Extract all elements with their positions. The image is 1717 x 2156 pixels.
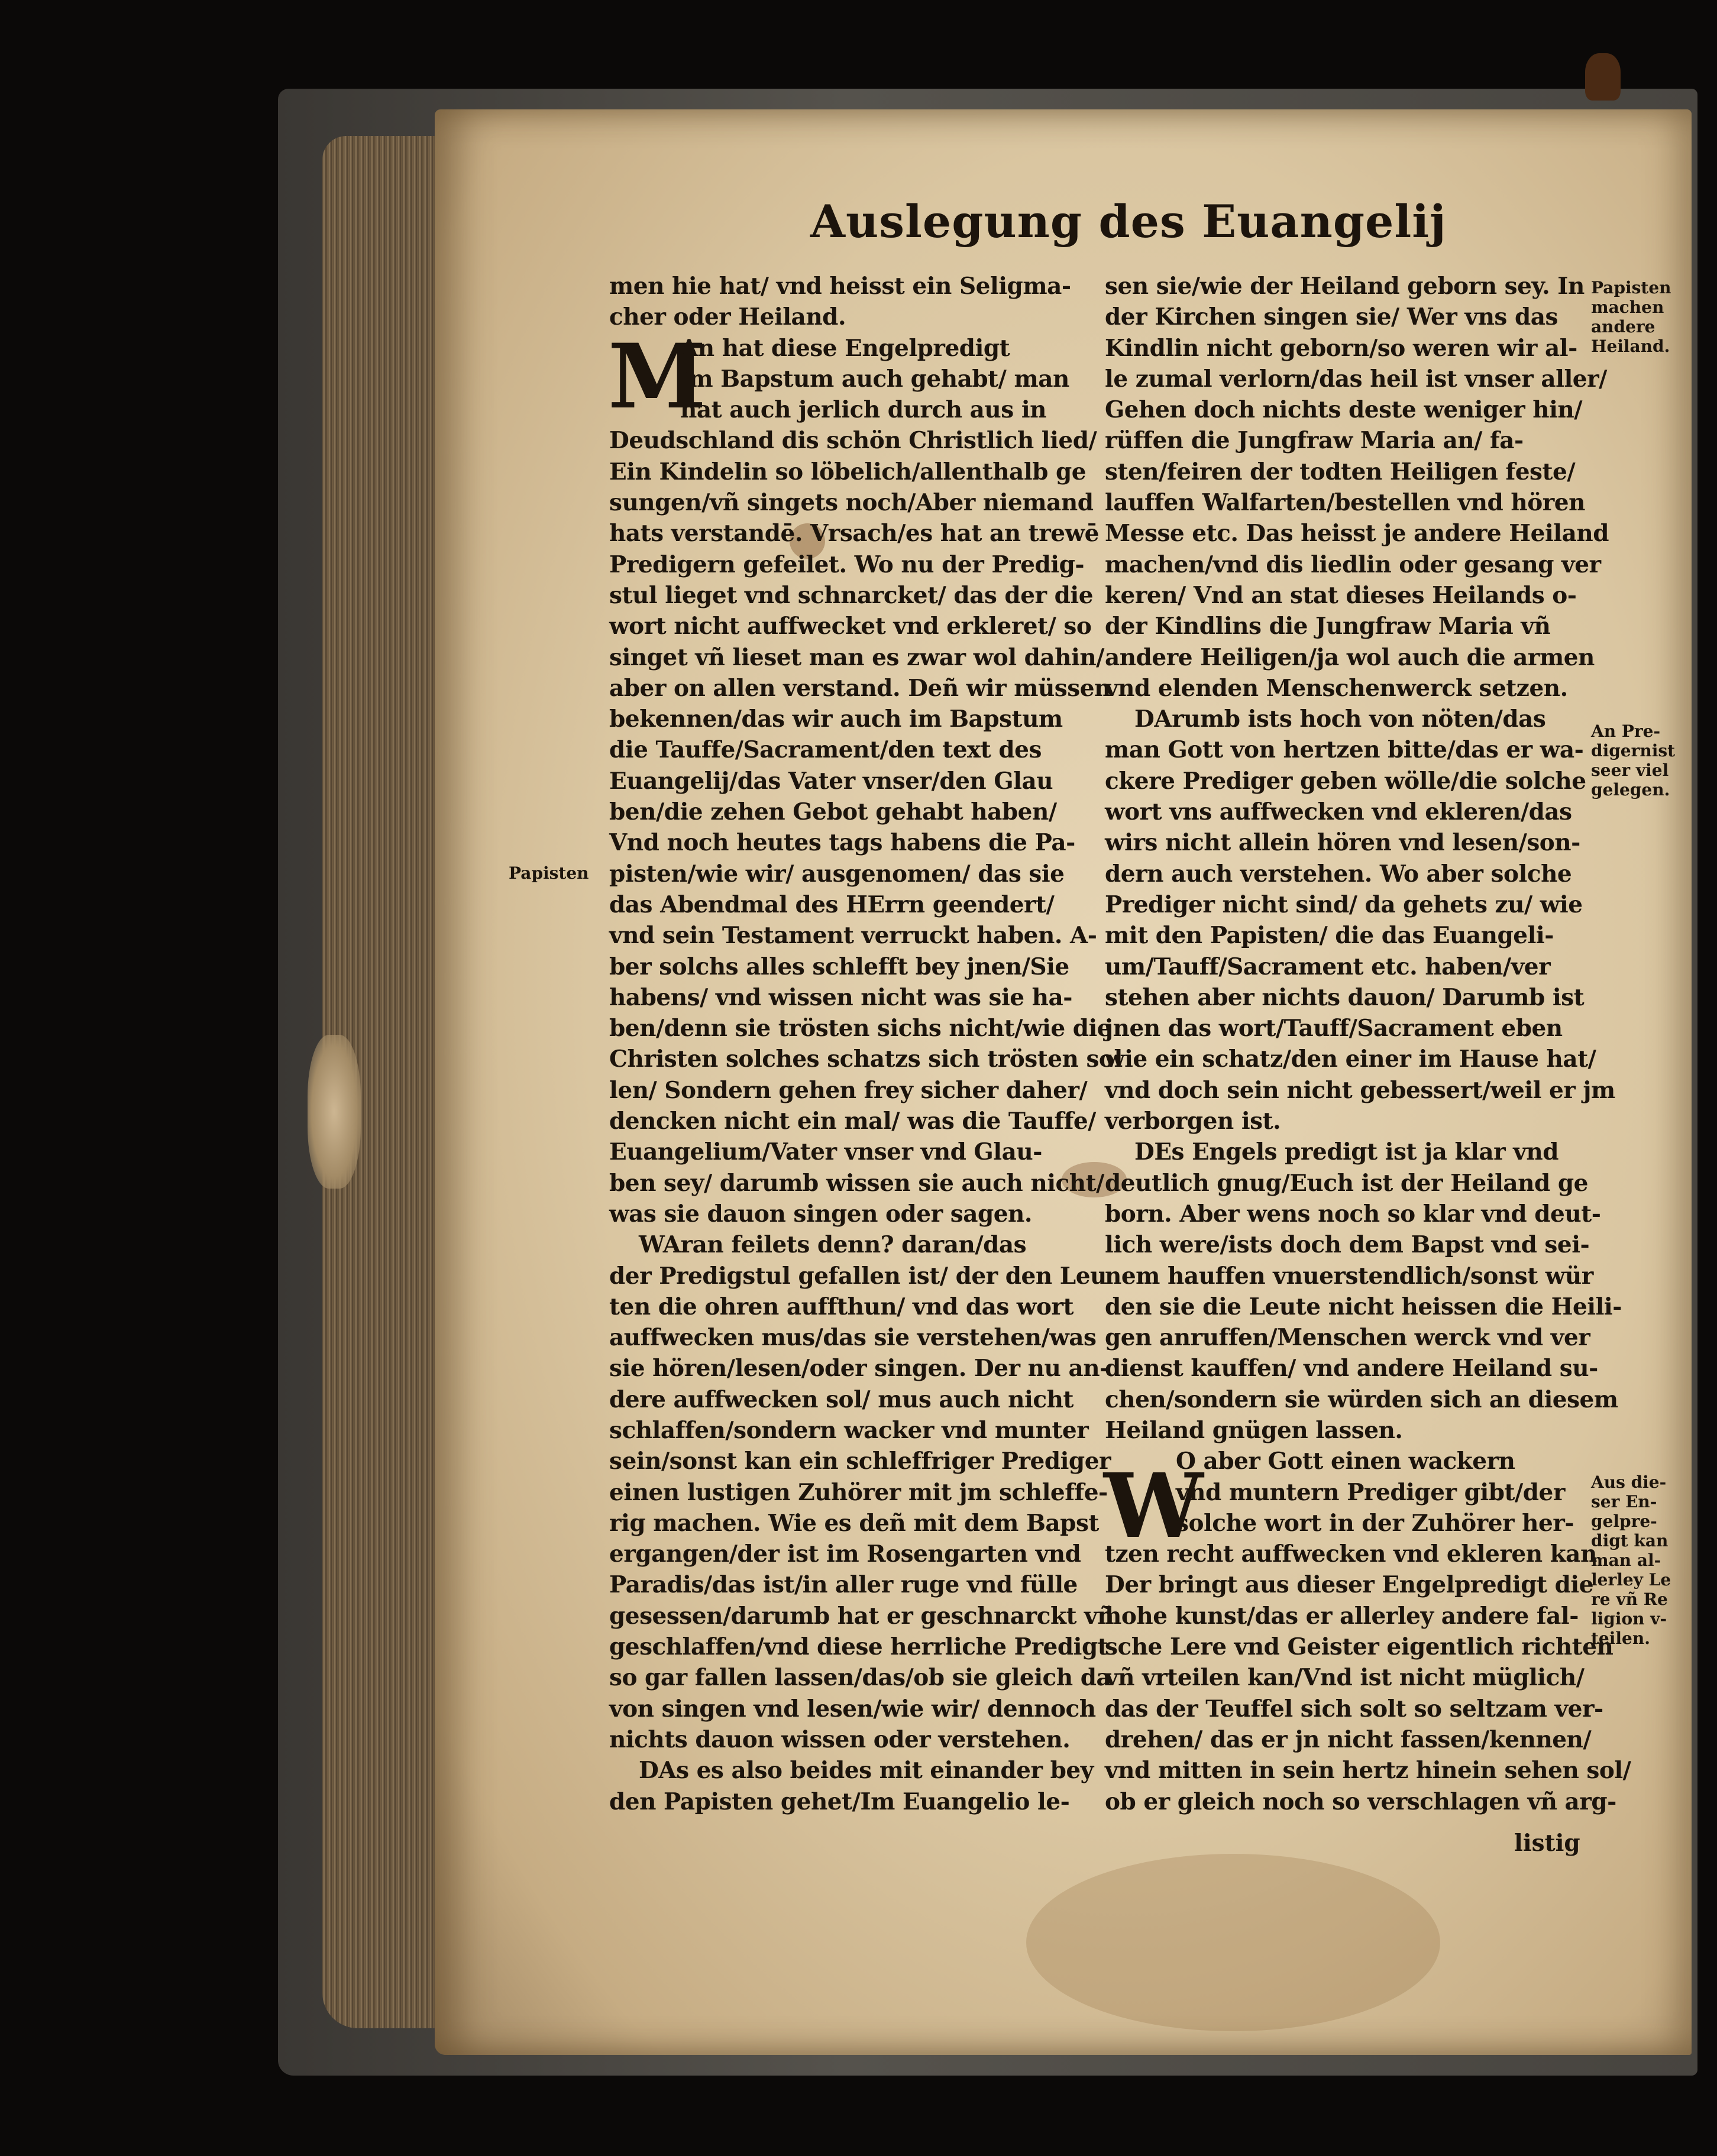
text-line: ergangen/der ist im Rosengarten vnd	[609, 1540, 1081, 1568]
text-line: auffwecken mus/das sie verstehen/was	[609, 1324, 1097, 1352]
text-line: singet vñ lieset man es zwar wol dahin/	[609, 643, 1104, 671]
text-line: lauffen Walfarten/bestellen vnd hören	[1105, 489, 1585, 517]
text-line: machen/vnd dis liedlin oder gesang ver	[1105, 551, 1601, 578]
margin-note-line: seer viel	[1591, 760, 1669, 780]
margin-note-line: digernist	[1591, 741, 1676, 760]
text-line: ckere Prediger geben wölle/die solche	[1105, 767, 1586, 795]
text-line: drehen/ das er jn nicht fassen/kennen/	[1105, 1726, 1592, 1753]
running-head: Auslegung des Euangelij	[810, 195, 1447, 248]
text-line: Vnd noch heutes tags habens die Pa-	[609, 829, 1075, 857]
text-line: pisten/wie wir/ ausgenomen/ das sie	[609, 860, 1065, 888]
margin-note-line: An Pre-	[1591, 721, 1661, 741]
text-line: O aber Gott einen wackern	[1176, 1448, 1515, 1475]
text-line: dere auffwecken sol/ mus auch nicht	[609, 1385, 1073, 1413]
text-line: so gar fallen lassen/das/ob sie gleich da	[609, 1664, 1111, 1692]
text-line: Euangelij/das Vater vnser/den Glau	[609, 767, 1053, 795]
text-line: ben sey/ darumb wissen sie auch nicht/	[609, 1169, 1104, 1197]
margin-note-line: lerley Le	[1591, 1570, 1671, 1590]
text-line: sie hören/lesen/oder singen. Der nu an-	[609, 1355, 1109, 1383]
text-line: solche wort in der Zuhörer her-	[1176, 1509, 1574, 1537]
text-line: dern auch verstehen. Wo aber solche	[1105, 860, 1572, 888]
text-line: le zumal verlorn/das heil ist vnser aller/	[1105, 365, 1607, 393]
text-line: sten/feiren der todten Heiligen feste/	[1105, 458, 1576, 485]
text-line: born. Aber wens noch so klar vnd deut-	[1105, 1200, 1601, 1228]
text-line: Predigern gefeilet. Wo nu der Predig-	[609, 551, 1085, 578]
text-line: geschlaffen/vnd diese herrliche Predigt	[609, 1633, 1108, 1661]
text-line: WAran feilets denn? daran/das	[639, 1231, 1027, 1259]
text-line: das Abendmal des HErrn geendert/	[609, 891, 1055, 918]
text-line: Der bringt aus dieser Engelpredigt die	[1105, 1571, 1594, 1599]
text-line: Heiland gnügen lassen.	[1105, 1416, 1403, 1444]
text-line: das der Teuffel sich solt so seltzam ver-	[1105, 1695, 1603, 1723]
text-line: gen anruffen/Menschen werck vnd ver	[1105, 1324, 1590, 1352]
text-line: vnd mitten in sein hertz hinein sehen sol/	[1105, 1757, 1631, 1785]
text-line: sen sie/wie der Heiland geborn sey. In	[1105, 273, 1585, 300]
text-line: ten die ohren auffthun/ vnd das wort	[609, 1293, 1074, 1320]
drop-initial: M	[608, 325, 707, 429]
text-line: wie ein schatz/den einer im Hause hat/	[1105, 1045, 1596, 1073]
text-line: dienst kauffen/ vnd andere Heiland su-	[1105, 1355, 1598, 1383]
text-line: Ein Kindelin so löbelich/allenthalb ge	[609, 458, 1087, 485]
text-line: gesessen/darumb hat er geschnarckt vñ	[609, 1602, 1114, 1630]
text-line: habens/ vnd wissen nicht was sie ha-	[609, 983, 1072, 1011]
text-line: von singen vnd lesen/wie wir/ dennoch	[609, 1695, 1096, 1723]
text-line: sungen/vñ singets noch/Aber niemand	[609, 489, 1094, 517]
text-line: DArumb ists hoch von nöten/das	[1134, 705, 1546, 733]
text-line: stul lieget vnd schnarcket/ das der die	[609, 581, 1094, 609]
text-line: den sie die Leute nicht heissen die Heili-	[1105, 1293, 1622, 1320]
text-line: vnd muntern Prediger gibt/der	[1176, 1478, 1565, 1506]
text-line: Messe etc. Das heisst je andere Heiland	[1105, 520, 1609, 548]
text-line: die Tauffe/Sacrament/den text des	[609, 736, 1042, 764]
text-line: DAs es also beides mit einander bey	[639, 1757, 1094, 1785]
text-line: men hie hat/ vnd heisst ein Seligma-	[609, 273, 1071, 300]
margin-note-line: Papisten	[1591, 278, 1671, 297]
catchword: listig	[1514, 1830, 1580, 1857]
text-line: hats verstandē. Vrsach/es hat an trewē	[609, 520, 1099, 548]
text-line: aber on allen verstand. Deñ wir müssen	[609, 674, 1111, 702]
text-line: Gehen doch nichts deste weniger hin/	[1105, 396, 1582, 424]
text-line: An hat diese Engelpredigt	[680, 334, 1010, 362]
text-line: den Papisten gehet/Im Euangelio le-	[609, 1788, 1070, 1815]
text-line: nichts dauon wissen oder verstehen.	[609, 1726, 1071, 1753]
text-line: schlaffen/sondern wacker vnd munter	[609, 1416, 1089, 1444]
text-line: chen/sondern sie würden sich an diesem	[1105, 1385, 1618, 1413]
margin-note-line: teilen.	[1591, 1629, 1650, 1648]
text-line: vnd doch sein nicht gebessert/weil er jm	[1105, 1076, 1615, 1104]
text-line: ob er gleich noch so verschlagen vñ arg-	[1105, 1788, 1616, 1815]
text-line: rüffen die Jungfraw Maria an/ fa-	[1105, 427, 1524, 455]
text-line: wirs nicht allein hören vnd lesen/son-	[1105, 829, 1580, 857]
text-line: vñ vrteilen kan/Vnd ist nicht müglich/	[1105, 1664, 1585, 1692]
text-line: len/ Sondern gehen frey sicher daher/	[609, 1076, 1088, 1104]
text-line: der Kindlins die Jungfraw Maria vñ	[1105, 613, 1551, 640]
margin-note-line: ligion v-	[1591, 1609, 1667, 1629]
margin-note-line: Aus die-	[1591, 1472, 1667, 1492]
torn-page-fold	[308, 1035, 361, 1189]
text-line: der Kirchen singen sie/ Wer vns das	[1105, 303, 1558, 331]
text-line: rig machen. Wie es deñ mit dem Bapst	[609, 1509, 1099, 1537]
text-line: keren/ Vnd an stat dieses Heilands o-	[1105, 581, 1577, 609]
text-line: dencken nicht ein mal/ was die Tauffe/	[609, 1108, 1096, 1135]
text-line: ben/die zehen Gebot gehabt haben/	[609, 798, 1057, 826]
margin-note-line: machen	[1591, 297, 1664, 317]
text-line: vnd elenden Menschenwerck setzen.	[1105, 674, 1568, 702]
text-line: stehen aber nichts dauon/ Darumb ist	[1105, 983, 1585, 1011]
margin-note-line: digt kan	[1591, 1531, 1669, 1550]
text-line: ben/denn sie trösten sichs nicht/wie die	[609, 1015, 1112, 1043]
text-line: man Gott von hertzen bitte/das er wa-	[1105, 736, 1584, 764]
text-line: bekennen/das wir auch im Bapstum	[609, 705, 1063, 733]
text-line: DEs Engels predigt ist ja klar vnd	[1134, 1138, 1559, 1166]
text-line: hohe kunst/das er allerley andere fal-	[1105, 1602, 1579, 1630]
text-line: wort vns auffwecken vnd ekleren/das	[1105, 798, 1572, 826]
text-line: verborgen ist.	[1105, 1108, 1281, 1135]
text-line: Deudschland dis schön Christlich lied/	[609, 427, 1097, 455]
text-line: deutlich gnug/Euch ist der Heiland ge	[1105, 1169, 1588, 1197]
text-line: nem hauffen vnuerstendlich/sonst wür	[1105, 1262, 1593, 1290]
margin-note-line: re vñ Re	[1591, 1590, 1668, 1609]
margin-note	[1591, 278, 1671, 356]
text-line: wort nicht auffwecket vnd erkleret/ so	[609, 613, 1092, 640]
margin-note-line: Papisten	[509, 863, 589, 883]
text-line: Euangelium/Vater vnser vnd Glau-	[609, 1138, 1042, 1166]
text-line: lich were/ists doch dem Bapst vnd sei-	[1105, 1231, 1590, 1259]
metal-clasp	[1585, 53, 1621, 101]
margin-note	[509, 863, 589, 883]
margin-note-line: man al-	[1591, 1550, 1661, 1570]
text-line: im Bapstum auch gehabt/ man	[680, 365, 1069, 393]
margin-note-line: gelpre-	[1591, 1511, 1657, 1531]
text-line: cher oder Heiland.	[609, 303, 846, 331]
margin-note-line: andere	[1591, 317, 1655, 336]
text-line: ber solchs alles schlefft bey jnen/Sie	[609, 953, 1069, 980]
margin-note-line: ser En-	[1591, 1492, 1657, 1511]
text-line: jnen das wort/Tauff/Sacrament eben	[1105, 1015, 1563, 1043]
text-line: einen lustigen Zuhörer mit jm schleffe-	[609, 1478, 1108, 1506]
margin-note-line: Heiland.	[1591, 336, 1670, 356]
drop-initial: W	[1104, 1454, 1204, 1558]
text-line: was sie dauon singen oder sagen.	[609, 1200, 1032, 1228]
left-text-column	[609, 271, 1123, 1817]
text-line: Kindlin nicht geborn/so weren wir al-	[1105, 334, 1577, 362]
text-line: vnd sein Testament verruckt haben. A-	[609, 922, 1097, 950]
text-line: Christen solches schatzs sich trösten sol	[609, 1045, 1123, 1073]
text-line: tzen recht auffwecken vnd ekleren kan	[1105, 1540, 1597, 1568]
water-stain	[1026, 1854, 1440, 2031]
text-line: sein/sonst kan ein schleffriger Prediger	[609, 1448, 1111, 1475]
text-line: um/Tauff/Sacrament etc. haben/ver	[1105, 953, 1551, 980]
text-line: sche Lere vnd Geister eigentlich richten	[1105, 1633, 1613, 1661]
text-line: hat auch jerlich durch aus in	[680, 396, 1046, 424]
text-line: Prediger nicht sind/ da gehets zu/ wie	[1105, 891, 1583, 918]
margin-note-line: gelegen.	[1591, 780, 1670, 799]
text-line: der Predigstul gefallen ist/ der den Leu	[609, 1262, 1107, 1290]
text-line: mit den Papisten/ die das Euangeli-	[1105, 922, 1554, 950]
margin-note	[1591, 1472, 1671, 1648]
text-line: Paradis/das ist/in aller ruge vnd fülle	[609, 1571, 1078, 1599]
text-line: andere Heiligen/ja wol auch die armen	[1105, 643, 1595, 671]
margin-note	[1591, 721, 1675, 799]
